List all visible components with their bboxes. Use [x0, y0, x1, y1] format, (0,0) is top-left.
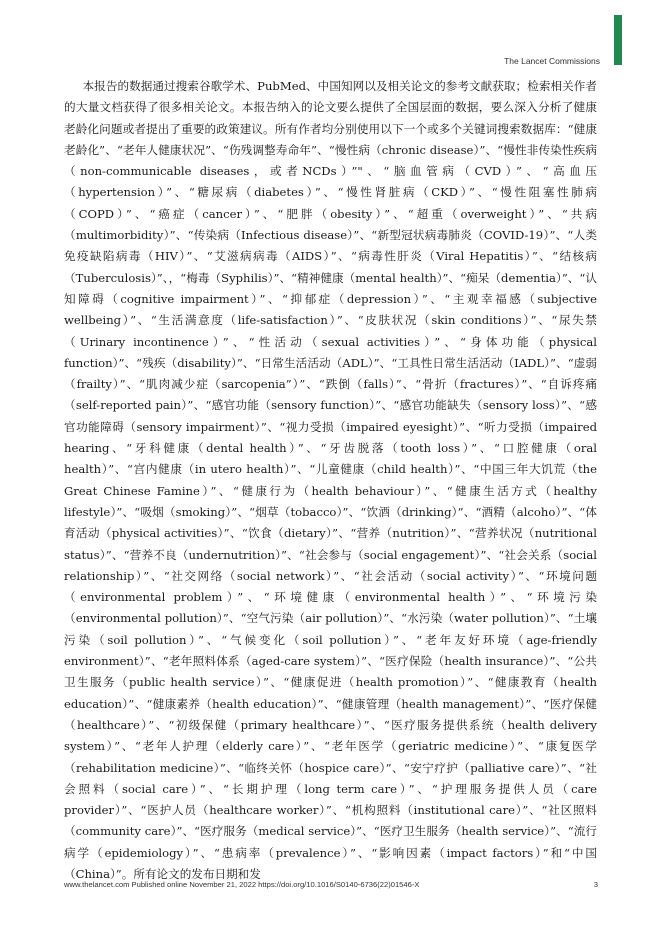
footer-citation: www.thelancet.com Published online November 21, 2022 https://doi.org/10.1016/S0140-6736(22)01546-X — [64, 880, 420, 889]
section-accent-bar — [614, 15, 622, 65]
body-paragraph: 本报告的数据通过搜索谷歌学术、PubMed、中国知网以及相关论文的参考文献获取；检索相关作者的大量文档获得了很多相关论文。本报告纳入的论文要么提供了全国层面的数据，要么深入分析了健康老龄化问题或者提出了重要的政策建议。所有作者均分别使用以下一个或多个关键词搜索数据库：“健康老龄化”、“老年人健康状况”、“伤残调整寿命年”、“慢性病（chronic disease）”、“慢性非传染性疾病（non-communicable diseases，或者NCDs）”"、“脑血管病（CVD）”、“高血压（hypertension）”、“糖尿病（diabetes）”、“慢性肾脏病（CKD）”、“慢性阻塞性肺病（COPD）”、“癌症（cancer）”、“肥胖（obesity）”、“超重（overweight）”、“共病（multimorbidity）”、“传染病（Infectious disease）”、“新型冠状病毒肺炎（COVID-19）”、“人类免疫缺陷病毒（HIV）”、“艾滋病病毒（AIDS）”、“病毒性肝炎（Viral Hepatitis）”、“结核病（Tuberculosis）”、，“梅毒（Syphilis）”、“精神健康（mental health）”、“痴呆（dementia）”、“认知障碍（cognitive impairment）”、“抑郁症（depression）”、“主观幸福感（subjective wellbeing）”、“生活满意度（life-satisfaction）”、“皮肤状况（skin conditions）”、“尿失禁（Urinary incontinence）”、“性活动（sexual activities）”、“身体功能（physical function）”、“残疾（disability）”、“日常生活活动（ADL）”、“工具性日常生活活动（IADL）”、“虚弱（frailty）”、“肌肉减少症（sarcopenia”）”、“跌倒（falls）”、“骨折（fractures）”、“自诉疼痛（self-reported pain）”、“感官功能（sensory function）”、“感官功能缺失（sensory loss）”、“感官功能障碍（sensory impairment）”、“视力受损（impaired eyesight）”、“听力受损（impaired hearing、“牙科健康（dental health）”、“牙齿脱落（tooth loss）”、“口腔健康（oral health）”、“宫内健康（in utero health）”、“儿童健康（child health）”、“中国三年大饥荒（the Great Chinese Famine）”、“健康行为（health behaviour）”、“健康生活方式（healthy lifestyle）”、“吸烟（smoking）”、“烟草（tobacco）”、“饮酒（drinking）”、“酒精（alcoho）”、“体育活动（physical activities）”、“饮食（dietary）”、“营养（nutrition）”、“营养状况（nutritional status）”、“营养不良（undernutrition）”、“社会参与（social engagement）”、“社会关系（social relationship）”、“社交网络（social network）”、“社会活动（social activity）”、“环境问题（environmental problem）”、“环境健康（environmental health）”、“环境污染（environmental pollution）”、“空气污染（air pollution）”、“水污染（water pollution）”、“土壤污染（soil pollution）”、“气候变化（soil pollution）”、“老年友好环境（age-friendly environment）”、“老年照料体系（aged-care system）”、“医疗保险（health insurance）”、“公共卫生服务（public health service）”、“健康促进（health promotion）”、“健康教育（health education）”、“健康素养（health education）”、“健康管理（health management）”、“医疗保健（healthcare）”、“初级保健（primary healthcare）”、“医疗服务提供系统（health delivery system）”、“老年人护理（elderly care）”、“老年医学（geriatric medicine）”、“康复医学（rehabilitation medicine）”、“临终关怀（hospice care）”、“安宁疗护（palliative care）”、“社会照料（social care）”、“长期护理（long term care）”、“护理服务提供人员（care provider）”、“医护人员（healthcare worker）”、“机构照料（institutional care）”、“社区照料（community care）”、“医疗服务（medical service）”、“医疗卫生服务（health service）”、“流行病学（epidemiology）”、“患病率（prevalence）”、“影响因素（impact factors）”和“中国（China）”。所有论文的发布日期和发 — [64, 79, 597, 881]
running-head: The Lancet Commissions — [504, 56, 600, 66]
page-number: 3 — [593, 880, 598, 889]
